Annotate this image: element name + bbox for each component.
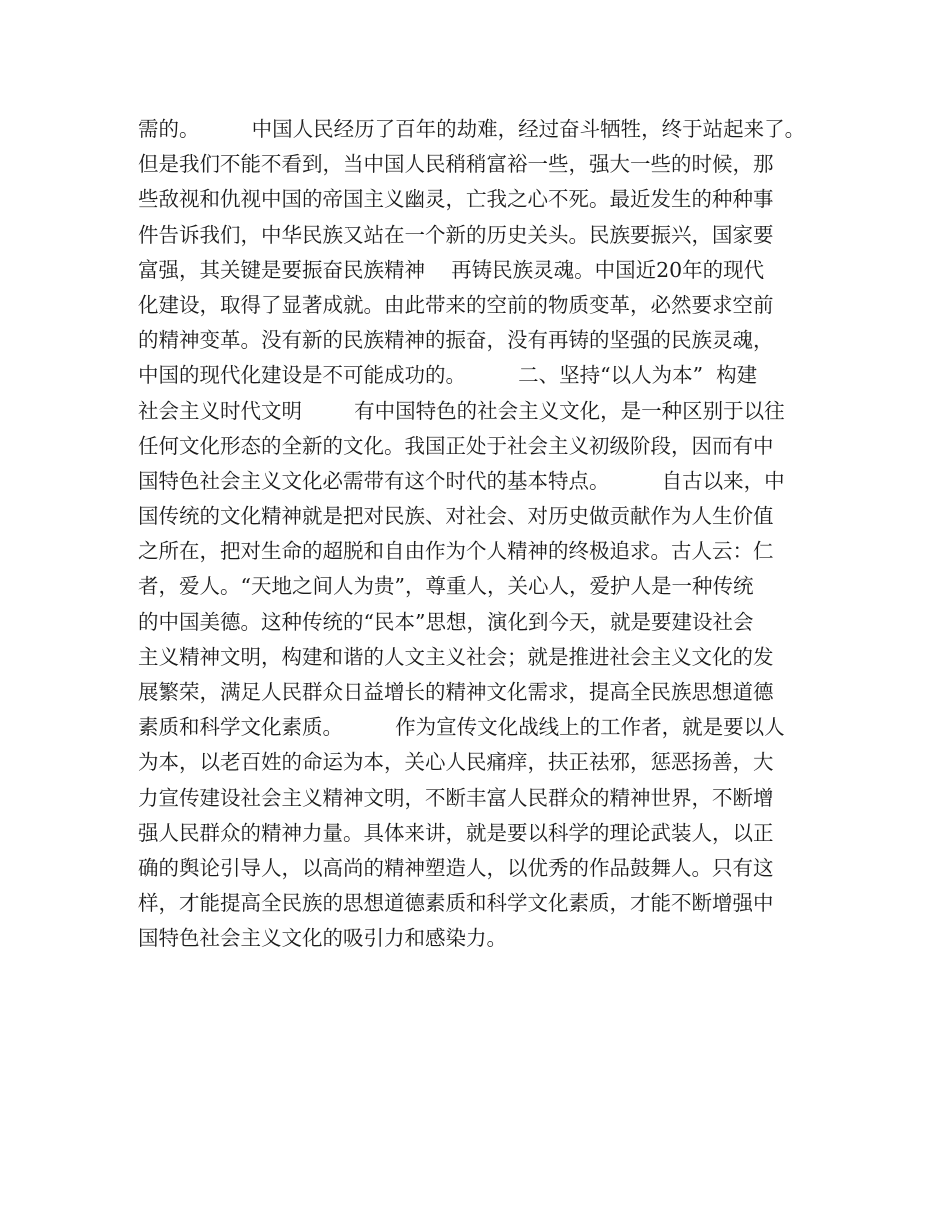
text-line-22: 确的舆论引导人，以高尚的精神塑造人，以优秀的作品鼓舞人。只有这 bbox=[138, 855, 774, 880]
text-line-1: 需的。 中国人民经历了百年的劫难，经过奋斗牺牲，终于站起来了。 bbox=[138, 117, 806, 141]
text-line-15: 的中国美德。这种传统的“民本”思想，演化到今天，就是要建设社会 bbox=[138, 609, 754, 634]
text-line-3: 些敌视和仇视中国的帝国主义幽灵，亡我之心不死。最近发生的种种事 bbox=[138, 187, 774, 212]
text-line-8: 中国的现代化建设是不可能成功的。 二、坚持“以人为本” 构建 bbox=[138, 363, 758, 388]
text-line-12: 国传统的文化精神就是把对民族、对社会、对历史做贡献作为人生价值 bbox=[138, 504, 774, 529]
text-line-19: 为本，以老百姓的命运为本，关心人民痛痒，扶正祛邪，惩恶扬善，大 bbox=[138, 750, 774, 775]
text-line-5: 富强，其关键是要振奋民族精神 再铸民族灵魂。中国近20年的现代 bbox=[138, 257, 765, 282]
text-line-23: 样，才能提高全民族的思想道德素质和科学文化素质，才能不断增强中 bbox=[138, 891, 774, 916]
text-line-4: 件告诉我们，中华民族又站在一个新的历史关头。民族要振兴，国家要 bbox=[138, 222, 774, 247]
text-line-20: 力宣传建设社会主义精神文明，不断丰富人民群众的精神世界，不断增 bbox=[138, 785, 774, 810]
text-line-24: 国特色社会主义文化的吸引力和感染力。 bbox=[138, 926, 507, 951]
text-line-17: 展繁荣，满足人民群众日益增长的精神文化需求，提高全民族思想道德 bbox=[138, 680, 774, 704]
text-line-21: 强人民群众的精神力量。具体来讲，就是要以科学的理论武装人，以正 bbox=[138, 820, 774, 845]
text-line-6: 化建设，取得了显著成就。由此带来的空前的物质变革，必然要求空前 bbox=[138, 292, 774, 317]
text-line-13: 之所在，把对生命的超脱和自由作为个人精神的终极追求。古人云：仁 bbox=[138, 539, 774, 564]
text-line-2: 但是我们不能不看到，当中国人民稍稍富裕一些，强大一些的时候，那 bbox=[138, 152, 774, 177]
text-line-18: 素质和科学文化素质。 作为宣传文化战线上的工作者，就是要以人 bbox=[138, 715, 785, 740]
text-line-16: 主义精神文明，构建和谐的人文主义社会；就是推进社会主义文化的发 bbox=[138, 644, 774, 669]
body-text bbox=[138, 112, 838, 957]
text-line-9: 社会主义时代文明 有中国特色的社会主义文化，是一种区别于以往 bbox=[138, 398, 785, 423]
text-line-10: 任何文化形态的全新的文化。我国正处于社会主义初级阶段，因而有中 bbox=[138, 433, 774, 458]
text-line-7: 的精神变革。没有新的民族精神的振奋，没有再铸的坚强的民族灵魂， bbox=[138, 328, 774, 353]
text-line-11: 国特色社会主义文化必需带有这个时代的基本特点。 自古以来，中 bbox=[138, 468, 785, 493]
text-line-14: 者，爱人。“天地之间人为贵”，尊重人，关心人，爱护人是一种传统 bbox=[138, 574, 754, 599]
